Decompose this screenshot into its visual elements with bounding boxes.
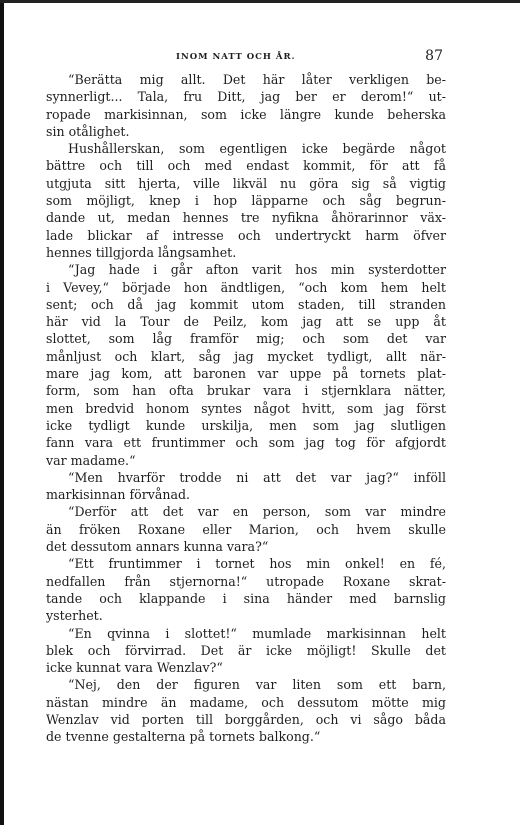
text-line: markisinnan förvånad. [46, 487, 191, 503]
text-line: ropade markisinnan, som icke längre kunde beherska [46, 106, 446, 122]
text-line: “Berätta mig allt. Det här låter verkligen be- [68, 72, 446, 87]
text-line: synnerligt... Tala, fru Ditt, jag ber er derom!“ ut- [46, 89, 446, 105]
text-line: här vid la Tour de Peilz, kom jag att se upp åt [46, 314, 446, 330]
text-line: “Derför att det var en person, som var mindre [68, 504, 446, 520]
text-line: “Jag hade i går afton varit hos min systerdotter [68, 262, 446, 278]
text-line: nedfallen från stjernorna!“ utropade Roxane skrat- [46, 573, 446, 589]
book-page [46, 0, 446, 825]
scan-edge-left [0, 0, 4, 825]
text-line: men bredvid honom syntes något hvitt, som jag först [46, 400, 446, 416]
text-line: sin otålighet. [46, 123, 130, 139]
text-line: icke tydligt kunde urskilja, men som jag slutligen [46, 417, 446, 433]
text-line: Wenzlav vid porten till borggården, och vi sågo båda [46, 711, 446, 727]
text-line: de tvenne gestalterna på tornets balkong.“ [46, 729, 321, 745]
text-line: blek och förvirrad. Det är icke möjligt! Skulle det [46, 642, 446, 658]
text-line: utgjuta sitt hjerta, ville likväl nu göra sig så vigtig [46, 175, 446, 191]
text-line: lade blickar af intresse och undertryckt harm öfver [46, 227, 446, 243]
running-title: INOM NATT OCH ÅR. [176, 52, 296, 62]
text-line: månljust och klart, såg jag mycket tydligt, allt när- [46, 348, 446, 364]
text-line: fann vara ett fruntimmer och som jag tog för afgjordt [46, 435, 446, 451]
text-line: bättre och till och med endast kommit, för att få [46, 158, 446, 174]
text-line: hennes tillgjorda långsamhet. [46, 244, 237, 260]
text-line: det dessutom annars kunna vara?“ [46, 539, 269, 555]
body-text [46, 71, 446, 746]
text-line: “Nej, den der figuren var liten som ett barn, [68, 677, 446, 693]
text-line: form, som han ofta brukar vara i stjernklara nätter, [46, 383, 446, 399]
text-line: var madame.“ [46, 452, 136, 468]
text-line: “Ett fruntimmer i tornet hos min onkel! en fé, [68, 556, 446, 572]
text-line: tande och klappande i sina händer med barnslig [46, 590, 446, 606]
text-line: än fröken Roxane eller Marion, och hvem skulle [46, 521, 446, 537]
text-line: ysterhet. [46, 608, 103, 624]
running-head [46, 48, 446, 68]
text-line: i Vevey,“ började hon ändtligen, “och kom hem helt [46, 279, 446, 295]
text-line: slottet, som låg framför mig; och som det var [46, 331, 446, 347]
page-number: 87 [425, 48, 443, 64]
text-line: dande ut, medan hennes tre nyfikna åhörarinnor väx- [46, 210, 446, 226]
text-line: sent; och då jag kommit utom staden, till stranden [46, 296, 446, 312]
text-line: “En qvinna i slottet!“ mumlade markisinnan helt [68, 625, 446, 641]
text-line: icke kunnat vara Wenzlav?“ [46, 660, 223, 676]
text-line: Hushållerskan, som egentligen icke begärde något [68, 141, 446, 157]
text-line: som möjligt, knep i hop läpparne och såg begrun- [46, 193, 446, 209]
text-line: mare jag kom, att baronen var uppe på tornets plat- [46, 366, 446, 382]
text-line: nästan mindre än madame, och dessutom mötte mig [46, 694, 446, 710]
text-line: “Men hvarför trodde ni att det var jag?“ inföll [68, 469, 446, 485]
